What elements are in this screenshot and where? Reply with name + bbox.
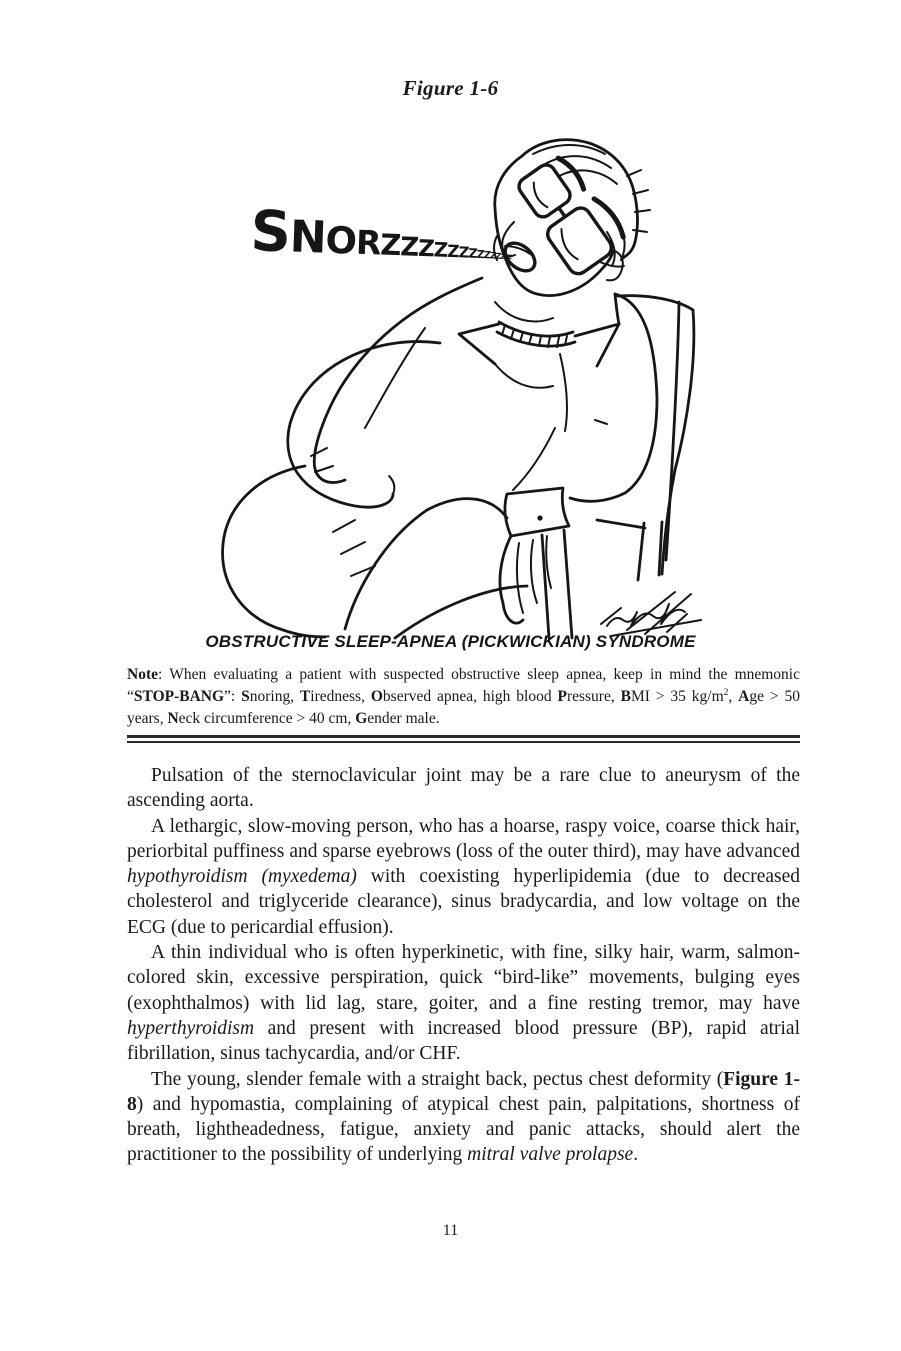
body-paragraph: Pulsation of the sternoclavicular joint may be a rare clue to aneurysm of the ascending aorta. — [127, 765, 800, 812]
section-divider — [127, 735, 800, 743]
body-paragraph: The young, slender female with a straight back, pectus chest deformity (Figure 1-8) and hypomastia, complaining of atypical chest pain, palpitations, shortness of breath, lightheadedness, fatigue, anxiety and panic attacks, should alert the practitioner to the possibility of underlying mitral valve prolapse. — [127, 1068, 800, 1166]
mouth — [500, 238, 540, 277]
double-chin — [495, 302, 553, 321]
man-head — [494, 140, 650, 322]
body-paragraph: A thin individual who is often hyperkinetic, with fine, silky hair, warm, salmon-colored skin, excessive perspiration, quick “bird-like” movements, bulging eyes (exophthalmos) with lid lag, stare, goiter, and a fine resting tremor, may have hyperthyroidism and present with increased blood pressure (BP), rapid atrial fibrillation, sinus tachycardia, and/or CHF. — [127, 942, 800, 1065]
body-paragraph: A lethargic, slow-moving person, who has a hoarse, raspy voice, coarse thick hair, periorbital puffiness and sparse eyebrows (loss of the outer third), may have advanced hypothyroidism (myxedema) with coexisting hyperlipidemia (due to decreased cholesterol and triglyceride clearance), sinus bradycardia, and low voltage on the ECG (due to pericardial effusion). — [127, 815, 800, 938]
page-number: 11 — [442, 1222, 459, 1239]
cuff-button — [537, 515, 542, 520]
figure-label: Figure 1-6 — [402, 76, 499, 100]
cartoon-svg — [165, 124, 805, 644]
sleeping-man-illustration — [165, 124, 805, 644]
chair — [542, 296, 694, 638]
note-text: Note: When evaluating a patient with suspected obstructive sleep apnea, keep in mind the mnemonic “STOP-BANG”: Snoring, Tiredness, Observed apnea, high blood Pressure, BMI > 35 $kg/m^2$, Age > 50 years, Neck circumference > 40 cm, Gender male. — [127, 666, 800, 727]
shirt-collar — [459, 322, 619, 388]
snore-text: SNORZZZZZZZZZZZZZZ — [249, 199, 512, 266]
figure-caption: OBSTRUCTIVE SLEEP-APNEA (PICKWICKIAN) SYNDROME — [205, 632, 696, 651]
body-text — [127, 763, 800, 1168]
artist-signature — [601, 592, 701, 636]
